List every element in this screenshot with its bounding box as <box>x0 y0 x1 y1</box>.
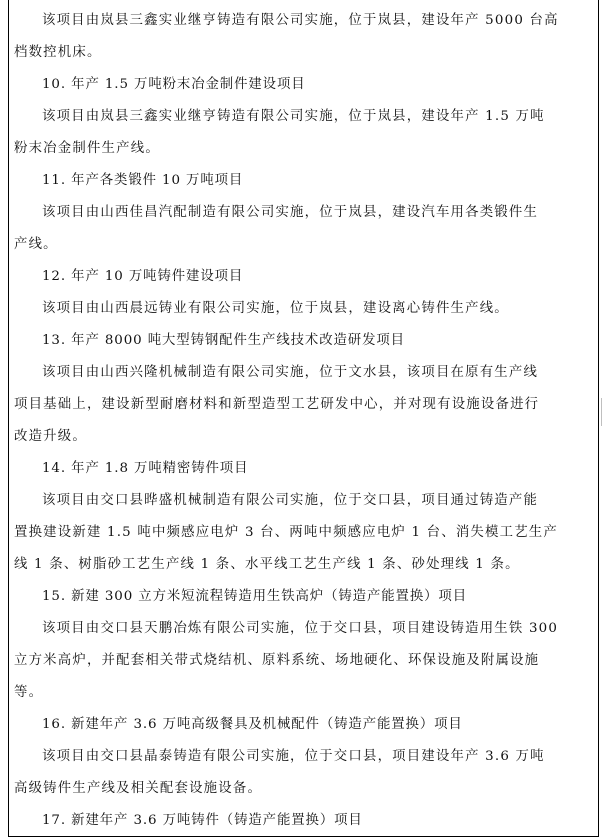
section-heading: 16. 新建年产 3.6 万吨高级餐具及机械配件（铸造产能置换）项目 <box>42 717 463 732</box>
paragraph-line: 该项目由山西晨远铸业有限公司实施，位于岚县，建设离心铸件生产线。 <box>42 301 509 316</box>
section-heading: 11. 年产各类锻件 10 万吨项目 <box>42 173 244 188</box>
paragraph-line: 高级铸件生产线及相关配套设施设备。 <box>14 781 263 796</box>
section-heading: 10. 年产 1.5 万吨粉末冶金制件建设项目 <box>42 77 306 92</box>
paragraph-line: 该项目由岚县三鑫实业继亨铸造有限公司实施，位于岚县，建设年产 1.5 万吨 <box>42 109 545 124</box>
paragraph-line: 该项目由山西兴隆机械制造有限公司实施，位于文水县，该项目在原有生产线 <box>42 365 539 380</box>
paragraph-line: 粉末冶金制件生产线。 <box>14 141 160 156</box>
section-heading: 17. 新建年产 3.6 万吨铸件（铸造产能置换）项目 <box>42 813 363 828</box>
paragraph-line: 档数控机床。 <box>14 45 102 60</box>
paragraph-line: 该项目由岚县三鑫实业继亨铸造有限公司实施，位于岚县，建设年产 5000 台高 <box>42 13 559 28</box>
paragraph-line: 该项目由交口县天鹏冶炼有限公司实施，位于交口县，项目建设铸造用生铁 300 <box>42 621 559 636</box>
paragraph-line: 置换建设新建 1.5 吨中频感应电炉 3 台、两吨中频感应电炉 1 台、消失模工艺生产 <box>14 525 558 540</box>
section-heading: 14. 年产 1.8 万吨精密铸件项目 <box>42 461 249 476</box>
paragraph-line: 项目基础上，建设新型耐磨材料和新型造型工艺研发中心，并对现有设施设备进行 <box>14 397 540 412</box>
paragraph-line: 立方米高炉，并配套相关带式烧结机、原料系统、场地硬化、环保设施及附属设施 <box>14 653 540 668</box>
paragraph-line: 该项目由交口县晶泰铸造有限公司实施，位于交口县，项目建设年产 3.6 万吨 <box>42 749 545 764</box>
paragraph-line: 等。 <box>14 685 44 700</box>
paragraph-line: 线 1 条、树脂砂工艺生产线 1 条、水平线工艺生产线 1 条、砂处理线 1 条。 <box>14 557 520 572</box>
paragraph-line: 该项目由山西佳昌汽配制造有限公司实施，位于岚县，建设汽车用各类锻件生 <box>42 205 539 220</box>
paragraph-line: 改造升级。 <box>14 429 87 444</box>
paragraph-line: 产线。 <box>14 237 58 252</box>
section-heading: 12. 年产 10 万吨铸件建设项目 <box>42 269 244 284</box>
section-heading: 15. 新建 300 立方米短流程铸造用生铁高炉（铸造产能置换）项目 <box>42 589 467 604</box>
section-heading: 13. 年产 8000 吨大型铸钢配件生产线技术改造研发项目 <box>42 333 405 348</box>
paragraph-line: 该项目由交口县晔盛机械制造有限公司实施，位于交口县，项目通过铸造产能 <box>42 493 539 508</box>
